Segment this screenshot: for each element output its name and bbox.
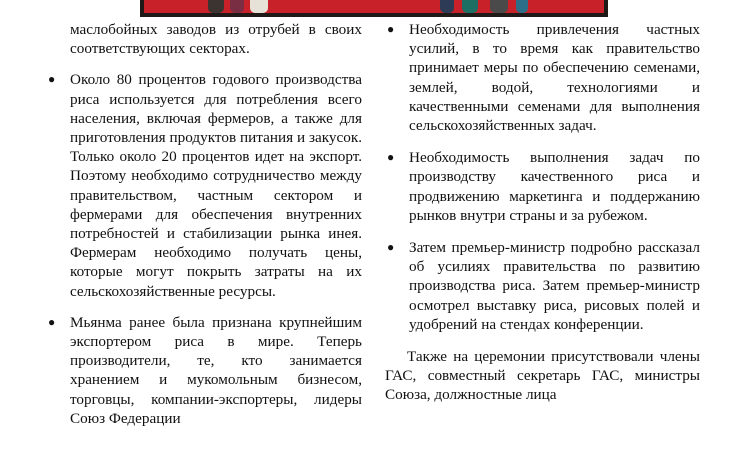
list-item-text: Необходимость привлечения частных усилий, в то время как правительство принимает меры по обеспечению семенами, землей, водой, технологиями и качественными семенами для выполнения сельскохозяйственных задач. [409,21,700,135]
bullet-icon: ● [387,150,395,165]
list-item [387,20,700,135]
right-column [385,20,700,405]
bullet-icon: ● [48,314,56,329]
list-item [48,70,362,300]
bullet-icon: ● [387,240,395,255]
left-column [48,20,362,428]
list-item [48,313,362,428]
closing-paragraph: Также на церемонии присутствовали члены ГАС, совместный секретарь ГАС, министры Союза, должностные лица [385,348,700,404]
list-item-text: Около 80 процентов годового производства риса используется для потребления всего населения, включая фермеров, а также для приготовления продуктов питания и закусок. Только около 20 процентов идет на экспорт. Поэтому необходимо сотрудничество между правительством, частным сектором и фермерами для обеспечения внутренних потребностей и стабилизации рынка инея. Фермерам необходимо получать цены, которые могут покрыть затраты на их сельскохозяйственные ресурсы. [70,71,362,300]
photo-figure [490,0,508,13]
photo-figure [440,0,454,13]
photo-figure [230,0,244,13]
list-item-text: Мьянма ранее была признана крупнейшим экспортером риса в мире. Теперь производители, те, кто занимается хранением и мукомольным бизнесом, торговцы, компании-экспортеры, лидеры Союз Федерации [70,313,362,427]
list-item [387,148,700,225]
event-photo [140,0,608,17]
photo-figure [250,0,268,13]
continued-text: маслобойных заводов из отрубей в своих соответствующих секторах. [70,21,362,58]
photo-figure [208,0,224,13]
bullet-icon: ● [48,72,56,87]
list-item [387,238,700,334]
photo-figure [516,0,528,13]
list-item-text: Необходимость выполнения задач по производству качественного риса и продвижению маркетинга и поддержанию рынков внутри страны и за рубежом. [409,149,700,224]
bullet-icon: ● [387,22,395,36]
list-item-text: Затем премьер-министр подробно рассказал об усилиях правительства по развитию производства риса. Затем премьер-министр осмотрел выставку риса, рисовых полей и удобрений на стендах конференции. [409,239,700,333]
photo-figure [462,0,478,13]
